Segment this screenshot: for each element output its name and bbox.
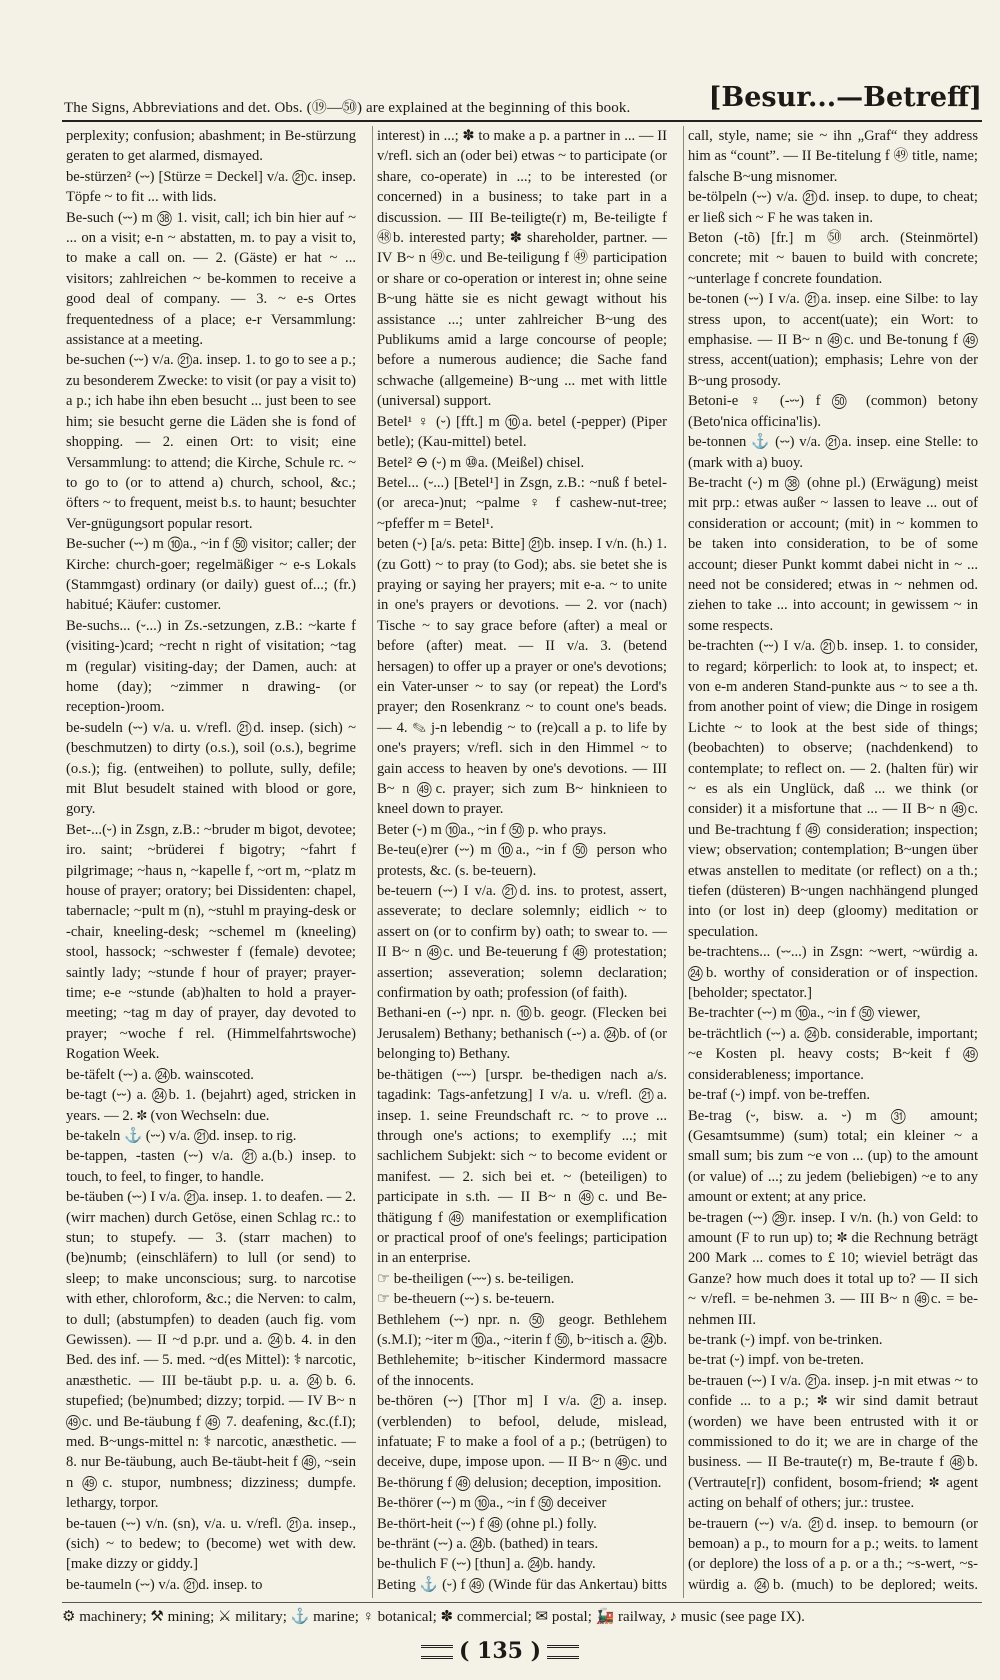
dictionary-entry: be-täfelt (⏑⏑) a. ㉔b. wainscoted. <box>66 1066 254 1083</box>
dictionary-entry: be-takeln ⚓ (⏑⏑) v/a. ㉑d. insep. to rig. <box>66 1127 297 1144</box>
dictionary-entry: call, style, name; sie ~ ihn „Graf“ they address him as “count”. — II Be-titelung f ㊾ title, name; falsche B~ung misnomer. <box>688 128 978 185</box>
dictionary-entry: Beting ⚓ (⏑) f ㊾ (Winde für das Ankertau) bitts <box>377 1576 667 1593</box>
dictionary-entry <box>66 1595 356 1598</box>
dictionary-entry: be-trachtens... (⏑⏑...) in Zsgn: ~wert, ~würdig a. ㉔b. worthy of consideration or of inspection. [beholder; spectator.] <box>688 944 978 1002</box>
dictionary-entry: Be-tracht (⏑) m ㊳ (ohne pl.) (Erwägung) meist mit prp.: etwas außer ~ lassen to leave ... out of consideration or account; (mit) in ~ kommen to be taken into consideration, to be of some account; dieser Punkt kommt dabei nicht in ~ ... need not be considered; etwas in ~ nehmen od. ziehen to take ... into account; in gewissem ~ in some respects. <box>688 474 978 634</box>
dictionary-entry: Bet-...(⏑) in Zsgn, z.B.: ~bruder m bigot, devotee; iro. saint; ~brüderei f bigotry; ~fahrt f pilgrimage; ~haus n, ~kapelle f, ~ort m, ~platz m house of prayer; oratory; bei Dissidenten: chapel, tabernacle; ~pult m (n), ~stuhl m praying-desk or -chair, kneeling-desk; ~schemel m (kneeling) stool, hassock; ~schwester f (female) devotee; saintly lady; ~stunde f hour of prayer; prayer-time; e-e ~stunde (ab)halten to hold a prayer-meeting; ~tag m day of prayer, day devoted to prayer; ~woche f rel. (Himmelfahrtswoche) Rogation Week. <box>66 821 356 1063</box>
dictionary-entry: Beter (⏑) m ⑩a., ~in f ㊿ p. who prays. <box>377 821 607 838</box>
dictionary-entry: be-trauen (⏑⏑) I v/a. ㉑a. insep. j-n mit etwas ~ to confide ... to a p.; ✽ wir sind damit betraut (worden) we have been entrusted with it or commissioned to do it; we are in charge of the business. — II Be-traute(r) m, Be-traute f ㊽b. (Vertraute[r]) confident, bosom-friend; ✽ agent acting on behalf of others; jur.: trustee. <box>688 1372 978 1512</box>
ornament-left <box>421 1645 453 1659</box>
dictionary-entry: Beton (-tõ) [fr.] m ㊿ arch. (Steinmörtel) concrete; mit ~ bauen to build with concrete; ~unterlage f concrete foundation. <box>688 230 978 287</box>
dictionary-entry: be-tappen, -tasten (⏑⏑) v/a. ㉑a.(b.) insep. to touch, to feel, to finger, to handle. <box>66 1148 356 1185</box>
dictionary-entry: Be-thört-heit (⏑⏑) f ㊾ (ohne pl.) folly. <box>377 1515 597 1532</box>
page-number <box>0 1638 1000 1664</box>
page-number-text: ( 135 ) <box>458 1638 542 1664</box>
dictionary-entry: be-traf (⏑) impf. von be-treffen. <box>688 1087 871 1104</box>
dictionary-entry: Betoni-e ♀ (-⏑⏑) f ㊿ (common) betony (Beto'nica officina'lis). <box>688 393 978 430</box>
dictionary-entry: beten (⏑) [a/s. peta: Bitte] ㉑b. insep. I v/n. (h.) 1. (zu Gott) ~ to pray (to God); abs. sie betet she is praying or saying her prayers; mit e-a. ~ to unite in one's prayers or devotions. — 2. vor (nach) Tische ~ to say grace before (after) a meal or before (after) meat. — II v/a. 3. (betend hersagen) to offer up a prayer or one's devotions; ein Vater-unser ~ to say (or repeat) the Lord's prayer; den Rosenkranz ~ to count one's beads. — 4. ✎ j-n lebendig ~ to (re)call a p. to life by one's prayers; v/refl. sich in den Himmel ~ to gain access to heaven by one's devotions. — III B~ n ㊾c. prayer; sich zum B~ hinknieen to kneel down to prayer. <box>377 536 667 818</box>
dictionary-entry: interest) in ...; ✽ to make a p. a partner in ... — II v/refl. sich an (oder bei) etwas ~ to participate (or share, co-operate) in ...; to be interested (or concerned) in a business; to take part in a discussion. — III Be-teiligte(r) m, Be-teiligte f ㊽b. interested party; ✽ shareholder, partner. — IV B~ n ㊾c. und Be-teiligung f ㊾ participation or share or co-operation or interest in; ohne seine B~ung hätte sie es nicht gewagt without his assistance ...; unter zahlreicher B~ung des Publikums amid a large concourse of people; before a numerous audience; die Sache fand schwache (allgemeine) B~ung ... met with little (universal) support. <box>377 128 667 410</box>
dictionary-entry: Be-such (⏑⏑) m ㊳ 1. visit, call; ich bin hier auf ~ ... on a visit; e-n ~ abstatten, m. to pay a visit to, to make a call on. — 2. (Gäste) er hat ~ ... visitors; zahlreichen ~ be-kommen to receive a good deal of company. — 3. ~ e-s Ortes frequentedness of a place; e-r Versammlung: assistance at a meeting. <box>66 209 356 349</box>
dictionary-entry: be-täuben (⏑⏑) I v/a. ㉑a. insep. 1. to deafen. — 2. (wirr machen) durch Getöse, einen Schlag rc.: to stun; to stupefy. — 3. (starr machen) to (be)numb; (einschläfern) to lull (or send) to sleep; to make unconscious; surg. to narcotise with ether, chloroform, &c.; die Nerven: to calm, to dull; (abstumpfen) to deaden (auch fig. vom Gewissen). — II ~d p.pr. und a. ㉔b. 4. in den Bed. des inf. — 5. med. ~d(es Mittel): ⚕ narcotic, anæsthetic. — III be-täubt p.p. u. a. ㉔b. 6. stupefied; (be)numbed; dizzy; torpid. — IV B~ n ㊾c. und Be-täubung f ㊾ 7. deafening, &c.(f.I); med. B~ungs-mittel n: ⚕ narcotic, anæsthetic. — 8. nur Be-täubung, auch Be-täubt-heit f ㊾, ~sein n ㊾c. stupor, numbness; dizziness; dumpfe. lethargy, torpor. <box>66 1189 356 1512</box>
dictionary-entry: be-thören (⏑⏑) [Thor m] I v/a. ㉑a. insep. (verblenden) to befool, delude, mislead, infatuate; F to make a fool of a p.; (betrügen) to deceive, dupe, impose upon. — II B~ n ㊾c. und Be-thörung f ㊾ delusion; deception, imposition. <box>377 1393 667 1491</box>
dictionary-entry: Bethani-en (-⏑) npr. n. ⑩b. geogr. (Flecken bei Jerusalem) Bethany; bethanisch (-⏑) a. ㉔b. of (or belonging to) Bethany. <box>377 1005 667 1063</box>
dictionary-entry: be-tonen (⏑⏑) I v/a. ㉑a. insep. eine Silbe: to lay stress upon, to accent(uate); ein Wort: to emphasise. — II B~ n ㊾c. und Be-tonung f ㊾ stress, accent(uation); emphasis; Lehre von der B~ung prosody. <box>688 291 978 389</box>
dictionary-entry: Betel... (⏑...) [Betel¹] in Zsgn, z.B.: ~nuß f betel- (or areca-)nut; ~palme ♀ f cashew-nut-tree; ~pfeffer m = Betel¹. <box>377 474 667 532</box>
dictionary-entry: Betel² ⊖ (⏑) m ⑩a. (Meißel) chisel. <box>377 454 585 471</box>
dictionary-entry: be-trat (⏑) impf. von be-treten. <box>688 1352 864 1369</box>
dictionary-entry: perplexity; confusion; abashment; in Be-stürzung geraten to get alarmed, dismayed. <box>66 128 356 165</box>
symbol-legend: ⚙ machinery; ⚒ mining; ⚔ military; ⚓ marine; ♀ botanical; ✽ commercial; ✉ postal; 🚂 railway, ♪ music (see page IX). <box>62 1602 982 1629</box>
dictionary-entry: Be-trachter (⏑⏑) m ⑩a., ~in f ㊿ viewer, <box>688 1005 921 1022</box>
dictionary-entry: Be-sucher (⏑⏑) m ⑩a., ~in f ㊿ visitor; caller; der Kirche: church-goer; regelmäßiger ~ e-s Lokals (Stammgast) ordinary (or daily) guest of...; (fr.) habitué; Käufer: customer. <box>66 536 356 614</box>
dictionary-entry: be-thätigen (⏑⏑⏑) [urspr. be-thedigen nach a/s. tagadink: Tags-anfetzung] I v/a. u. v/refl. ㉑a. insep. 1. seine Freundschaft rc. ~ to prove ... through one's actions; to exemplify ...; mit sachlichem Subjekt: sich ~ to become evident or manifest. — 2. sich bei et. ~ (beteiligen) to participate in s.th. — II B~ n ㊾c. und Be-thätigung f ㊾ manifestation or exemplification or practical proof of one's feelings; participation in an enterprise. <box>377 1066 667 1267</box>
dictionary-entry: be-tauen (⏑⏑) v/n. (sn), v/a. u. v/refl. ㉑a. insep., (sich) ~ to bedew; to (become) wet with dew. [make dizzy or giddy.] <box>66 1515 356 1573</box>
dictionary-entry: Betel¹ ♀ (⏑) [fft.] m ⑩a. betel (-pepper) (Piper betle); (Kau-mittel) betel. <box>377 413 667 451</box>
dictionary-entry: be-suchen (⏑⏑) v/a. ㉑a. insep. 1. to go to see a p.; zu besonderem Zwecke: to visit (or pay a visit to) a p.; ich habe ihn eben besucht ... just been to see him; sie besucht gerne die Läden she is fond of shopping. — 2. einen Ort: to visit; eine Versammlung: to attend; die Kirche, Schule rc. ~ to go to (or to attend a) church, school, &c.; öfters ~ to frequent, meist b.s. to haunt; besuchter Ver-gnügungsort popular resort. <box>66 352 356 532</box>
dictionary-entry: ☞ be-theiligen (⏑⏑⏑) s. be-teiligen. <box>377 1270 575 1287</box>
dictionary-entry: ☞ be-theuern (⏑⏑) s. be-teuern. <box>377 1291 555 1308</box>
dictionary-columns <box>62 126 982 1598</box>
dictionary-entry: be-trank (⏑) impf. von be-trinken. <box>688 1331 883 1348</box>
dictionary-entry: be-tagt (⏑⏑) a. ㉔b. 1. (bejahrt) aged, stricken in years. — 2. ✽ (von Wechseln: due. <box>66 1087 356 1124</box>
dictionary-entry: be-tragen (⏑⏑) ㉙r. insep. I v/n. (h.) von Geld: to amount (F to run up) to; ✽ die Rechnung beträgt 200 Mark ... comes to £ 10; wieviel beträgt das Ganze? how much does it total up to? — II sich ~ v/refl. = be-nehmen 3. — III B~ n ㊾c. = be-nehmen III. <box>688 1209 978 1328</box>
dictionary-entry: be-thulich F (⏑⏑) [thun] a. ㉔b. handy. <box>377 1556 596 1573</box>
dictionary-entry: be-taumeln (⏑⏑) v/a. ㉑d. insep. to <box>66 1576 263 1593</box>
dictionary-entry: Be-suchs... (⏑...) in Zs.-setzungen, z.B.: ~karte f (visiting-)card; ~recht n right of visitation; ~tag m (regular) visiting-day; der Damen, auch: at home (day); ~zimmer n drawing- (or reception-)room. <box>66 617 356 716</box>
dictionary-entry: Bethlehem (⏑⏑) npr. n. ㊿ geogr. Bethlehem (s.M.I); ~iter m ⑩a., ~iterin f ㊿, b~itisch a. ㉔b. Bethlehemite; b~itischer Kindermord massacre of the innocents. <box>377 1311 667 1389</box>
dictionary-entry: be-teuern (⏑⏑) I v/a. ㉑d. ins. to protest, assert, asseverate; to declare solemnly; eidlich ~ to assert on (or to confirm by) oath; to swear to. — II B~ n ㊾c. und Be-teuerung f ㊾ protestation; assertion; asseveration; solemn declaration; confirmation by oath; profession (of faith). <box>377 883 667 1002</box>
dictionary-entry: Be-trag (⏑, bisw. a. ⏑) m ㉛ amount; (Gesamtsumme) (sum) total; ein kleiner ~ a small sum; bis zum ~e von ... (up) to the amount (or value) of ...; zu jedem (beliebigen) ~e to any amount or extent; at any price. <box>688 1107 978 1206</box>
dictionary-entry: be-trauern (⏑⏑) v/a. ㉑d. insep. to bemourn (or bemoan) a p., to mourn for a p.; weits. to lament (or deplore) the loss of a p. or a th.; ~s-wert, ~s-würdig a. ㉔b. (much) to be deplored; weits. <box>688 1515 978 1593</box>
column-1 <box>62 126 360 1598</box>
dictionary-entry: Be-thörer (⏑⏑) m ⑩a., ~in f ㊿ deceiver <box>377 1495 607 1512</box>
dictionary-entry: be-tölpeln (⏑⏑) v/a. ㉑d. insep. to dupe, to cheat; er ließ sich ~ F he was taken in. <box>688 189 978 226</box>
page-header <box>62 82 982 122</box>
header-note: The Signs, Abbreviations and det. Obs. (⑲—㊿) are explained at the beginning of this book. <box>64 100 631 116</box>
dictionary-entry: be-sudeln (⏑⏑) v/a. u. v/refl. ㉑d. insep. (sich) ~ (beschmutzen) to dirty (o.s.), soil (o.s.), begrime (o.s.); fig. (entweihen) to pollute, sully, defile; mit Blut besudelt stained with blood or gore, gory. <box>66 719 356 818</box>
dictionary-entry: be-tonnen ⚓ (⏑⏑) v/a. ㉑a. insep. eine Stelle: to (mark with a) buoy. <box>688 434 978 471</box>
dictionary-entry: be-trächtlich (⏑⏑) a. ㉔b. considerable, important; ~e Kosten pl. heavy costs; B~keit f ㊾ considerableness; importance. <box>688 1025 978 1083</box>
dictionary-entry: be-stürzen² (⏑⏑) [Stürze = Deckel] v/a. ㉑c. insep. Töpfe ~ to fit ... with lids. <box>66 168 356 206</box>
column-3 <box>683 126 982 1598</box>
dictionary-entry: Be-teu(e)rer (⏑⏑) m ⑩a., ~in f ㊿ person who protests, &c. (s. be-teuern). <box>377 842 667 879</box>
ornament-right <box>547 1645 579 1659</box>
dictionary-entry: be-trachten (⏑⏑) I v/a. ㉑b. insep. 1. to consider, to regard; körperlich: to look at, to inspect; et. von e-m anderen Stand-punkte aus ~ to see a th. from another point of view; die Dinge in rosigem Lichte ~ to look at the best side of things; (beobachten) to observe; (nachdenkend) to contemplate; to reflect on. — 2. (halten für) wir ~ es als ein Unglück, daß ... we think (or consider) it a misfortune that ... — II B~ n ㊾c. und Be-trachtung f ㊾ consideration; inspection; view; observation; contemplation; B~ungen über etwas anstellen to meditate (or reflect) on a th.; tiefen (düsteren) B~ungen nachhängend plunged into (or lost in) deep (gloomy) meditation or speculation. <box>688 638 978 940</box>
dictionary-entry: be-thränt (⏑⏑) a. ㉔b. (bathed) in tears. <box>377 1536 599 1553</box>
header-entry-range: [Besur...—Betreff] <box>708 82 982 113</box>
column-2 <box>372 126 671 1598</box>
